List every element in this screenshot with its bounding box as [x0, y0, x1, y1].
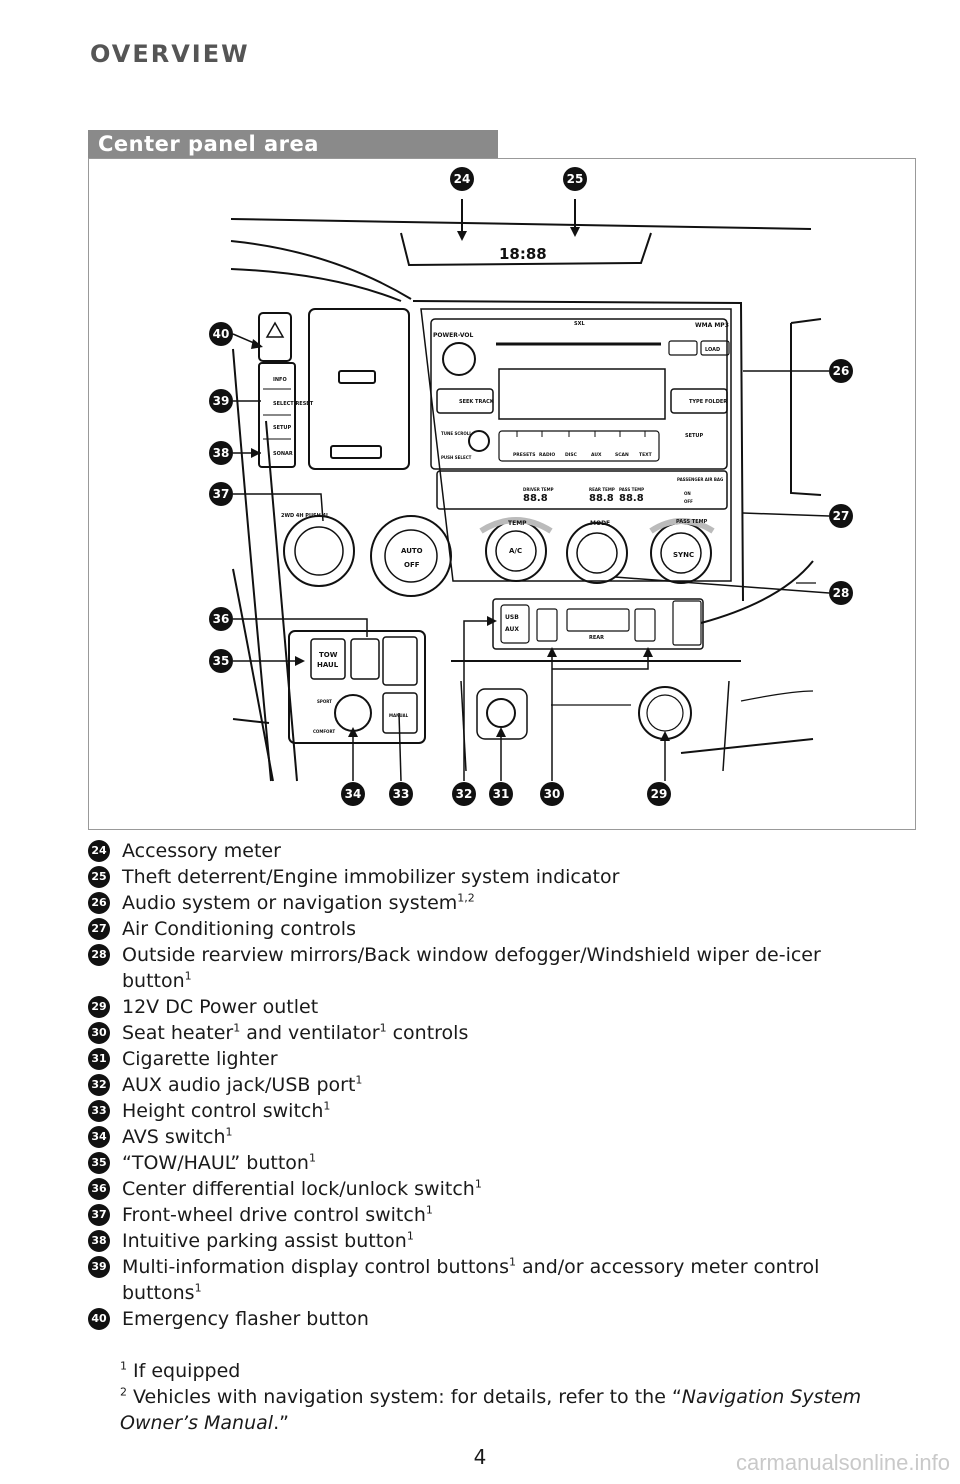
svg-text:39: 39: [212, 394, 230, 408]
callout-badge: 38: [88, 1230, 110, 1252]
svg-text:27: 27: [832, 509, 850, 523]
info-button-label: SONAR: [273, 451, 293, 457]
page-number: 4: [473, 1445, 487, 1469]
callout-25: [563, 167, 587, 191]
callout-29: [647, 782, 671, 806]
legend-item: [88, 1124, 878, 1150]
passenger-airbag-label: PASSENGER AIR BAG: [677, 477, 724, 482]
center-panel-illustration: [88, 158, 916, 830]
rear-label: REAR: [589, 635, 604, 641]
callout-badge: 40: [88, 1308, 110, 1330]
dial-4wd-label: 2WD 4H PUSH 4L: [281, 513, 330, 519]
info-button-label: SETUP: [273, 425, 292, 431]
callout-27: [829, 504, 853, 528]
load-label: LOAD: [705, 347, 721, 353]
dashboard-drawing: [89, 159, 917, 831]
legend-text: AUX audio jack/USB port$^1$: [122, 1073, 363, 1096]
comfort-label: COMFORT: [313, 729, 336, 734]
callout-badge: 24: [88, 840, 110, 862]
legend-text: Air Conditioning controls: [122, 918, 356, 940]
legend-list: [88, 838, 878, 1332]
callout-33: [389, 782, 413, 806]
legend-item: [88, 864, 878, 890]
callout-39: [209, 389, 233, 413]
preset-label: PRESETS: [513, 453, 536, 458]
legend-item: [88, 1020, 878, 1046]
svg-text:40: 40: [212, 327, 230, 341]
legend-text: Theft deterrent/Engine immobilizer system indicator: [122, 866, 620, 888]
callout-24: [450, 167, 474, 191]
callout-40: [209, 322, 233, 346]
callout-30: [540, 782, 564, 806]
footnote-1: $^1$ If equipped: [120, 1359, 241, 1382]
callout-badge: 31: [88, 1048, 110, 1070]
legend-text: Seat heater$^1$ and ventilator$^1$ controls: [122, 1021, 469, 1044]
ac-label: A/C: [509, 547, 523, 555]
svg-text:33: 33: [392, 787, 410, 801]
legend-item: [88, 1072, 878, 1098]
callout-badge: 37: [88, 1204, 110, 1226]
rear-temp-readout: 88.8: [589, 493, 614, 504]
wma-label: WMA MP3: [695, 322, 729, 329]
svg-text:34: 34: [344, 787, 362, 801]
legend-text: Accessory meter: [122, 840, 281, 862]
preset-label: SCAN: [615, 453, 629, 458]
legend-text: Audio system or navigation system$^{1,2}$: [122, 891, 475, 914]
usb-label: USB: [505, 614, 519, 621]
legend-text: Emergency flasher button: [122, 1308, 369, 1330]
legend-item: [88, 1254, 878, 1306]
legend-text: “TOW/HAUL” button$^1$: [122, 1151, 316, 1174]
legend-text: Height control switch$^1$: [122, 1099, 331, 1122]
legend-text: Intuitive parking assist button$^1$: [122, 1229, 414, 1252]
legend-text: Outside rearview mirrors/Back window defogger/Windshield wiper de-icer button$^1$: [122, 944, 821, 992]
legend-item: [88, 916, 878, 942]
preset-label: RADIO: [539, 453, 556, 458]
haul-label: HAUL: [317, 661, 339, 669]
callout-badge: 36: [88, 1178, 110, 1200]
info-button-label: INFO: [273, 377, 287, 383]
tune-scroll-label: TUNE SCROLL: [441, 431, 472, 436]
callout-32: [452, 782, 476, 806]
clock-readout: 18:88: [499, 245, 547, 263]
callout-badge: 35: [88, 1152, 110, 1174]
callout-badge: 39: [88, 1256, 110, 1278]
airbag-off-label: OFF: [684, 499, 693, 504]
svg-text:38: 38: [212, 446, 230, 460]
auto-off-label: OFF: [404, 561, 420, 569]
pass-temp-label: PASS TEMP: [619, 487, 645, 492]
mode-label: MODE: [590, 520, 611, 527]
footnote-2: $^2$ Vehicles with navigation system: for details, refer to the “Navigation System Owner’s Manual.”: [120, 1385, 862, 1434]
push-select-label: PUSH SELECT: [441, 455, 472, 460]
legend-item: [88, 890, 878, 916]
sync-label: SYNC: [673, 551, 695, 559]
info-button-label: SELECT RESET: [273, 401, 314, 407]
legend-item: [88, 942, 878, 994]
legend-text: 12V DC Power outlet: [122, 996, 319, 1018]
svg-text:24: 24: [453, 172, 471, 186]
svg-text:28: 28: [832, 586, 850, 600]
legend-item: [88, 838, 878, 864]
legend-text: Cigarette lighter: [122, 1048, 278, 1070]
svg-text:36: 36: [212, 612, 230, 626]
airbag-on-label: ON: [684, 491, 691, 496]
manual-label: MANUAL: [389, 713, 409, 718]
preset-label: DISC: [565, 453, 577, 458]
rear-temp-label: REAR TEMP: [589, 487, 615, 492]
section-heading: Center panel area: [88, 130, 498, 158]
legend-text: AVS switch$^1$: [122, 1125, 233, 1148]
callout-35: [209, 649, 233, 673]
legend-item: [88, 1150, 878, 1176]
legend-item: [88, 1176, 878, 1202]
svg-text:30: 30: [543, 787, 561, 801]
callout-badge: 30: [88, 1022, 110, 1044]
callout-38: [209, 441, 233, 465]
page-title: OVERVIEW: [90, 40, 250, 68]
callout-31: [489, 782, 513, 806]
legend-text: Multi-information display control buttons$^1$ and/or accessory meter control buttons$^1$: [122, 1255, 820, 1304]
preset-label: AUX: [591, 453, 602, 458]
svg-text:25: 25: [566, 172, 584, 186]
temp-label: TEMP: [508, 520, 527, 527]
footnotes: [120, 1358, 880, 1436]
svg-text:31: 31: [492, 787, 510, 801]
watermark: carmanualsonline.info: [735, 1450, 950, 1475]
callout-badge: 26: [88, 892, 110, 914]
callout-badge: 27: [88, 918, 110, 940]
tow-label: TOW: [319, 651, 338, 659]
pass-temp-knob-label: PASS TEMP: [676, 519, 708, 525]
callout-28: [829, 581, 853, 605]
legend-item: [88, 994, 878, 1020]
pass-temp-readout: 88.8: [619, 493, 644, 504]
legend-item: [88, 1098, 878, 1124]
driver-temp-readout: 88.8: [523, 493, 548, 504]
callout-badge: 32: [88, 1074, 110, 1096]
svg-text:32: 32: [455, 787, 473, 801]
aux-label: AUX: [505, 626, 519, 633]
sport-label: SPORT: [317, 699, 332, 704]
setup-label: SETUP: [685, 433, 704, 439]
type-folder-label: TYPE FOLDER: [689, 399, 728, 405]
callout-badge: 33: [88, 1100, 110, 1122]
legend-item: [88, 1046, 878, 1072]
legend-item: [88, 1228, 878, 1254]
callout-badge: 28: [88, 944, 110, 966]
power-vol-label: POWER-VOL: [433, 332, 474, 339]
legend-text: Center differential lock/unlock switch$^1$: [122, 1177, 482, 1200]
callout-badge: 29: [88, 996, 110, 1018]
svg-text:37: 37: [212, 487, 230, 501]
svg-text:26: 26: [832, 364, 850, 378]
callout-badge: 25: [88, 866, 110, 888]
callout-37: [209, 482, 233, 506]
driver-temp-label: DRIVER TEMP: [523, 487, 554, 492]
auto-label: AUTO: [401, 547, 423, 555]
presets-row: [513, 452, 653, 458]
callout-36: [209, 607, 233, 631]
svg-text:35: 35: [212, 654, 230, 668]
sxm-label: SXL: [574, 321, 585, 327]
legend-item: [88, 1202, 878, 1228]
legend-text: Front-wheel drive control switch$^1$: [122, 1203, 433, 1226]
seek-track-label: SEEK TRACK: [459, 399, 494, 405]
callout-26: [829, 359, 853, 383]
preset-label: TEXT: [639, 453, 652, 458]
legend-item: [88, 1306, 878, 1332]
svg-text:29: 29: [650, 787, 668, 801]
callout-badge: 34: [88, 1126, 110, 1148]
callout-34: [341, 782, 365, 806]
